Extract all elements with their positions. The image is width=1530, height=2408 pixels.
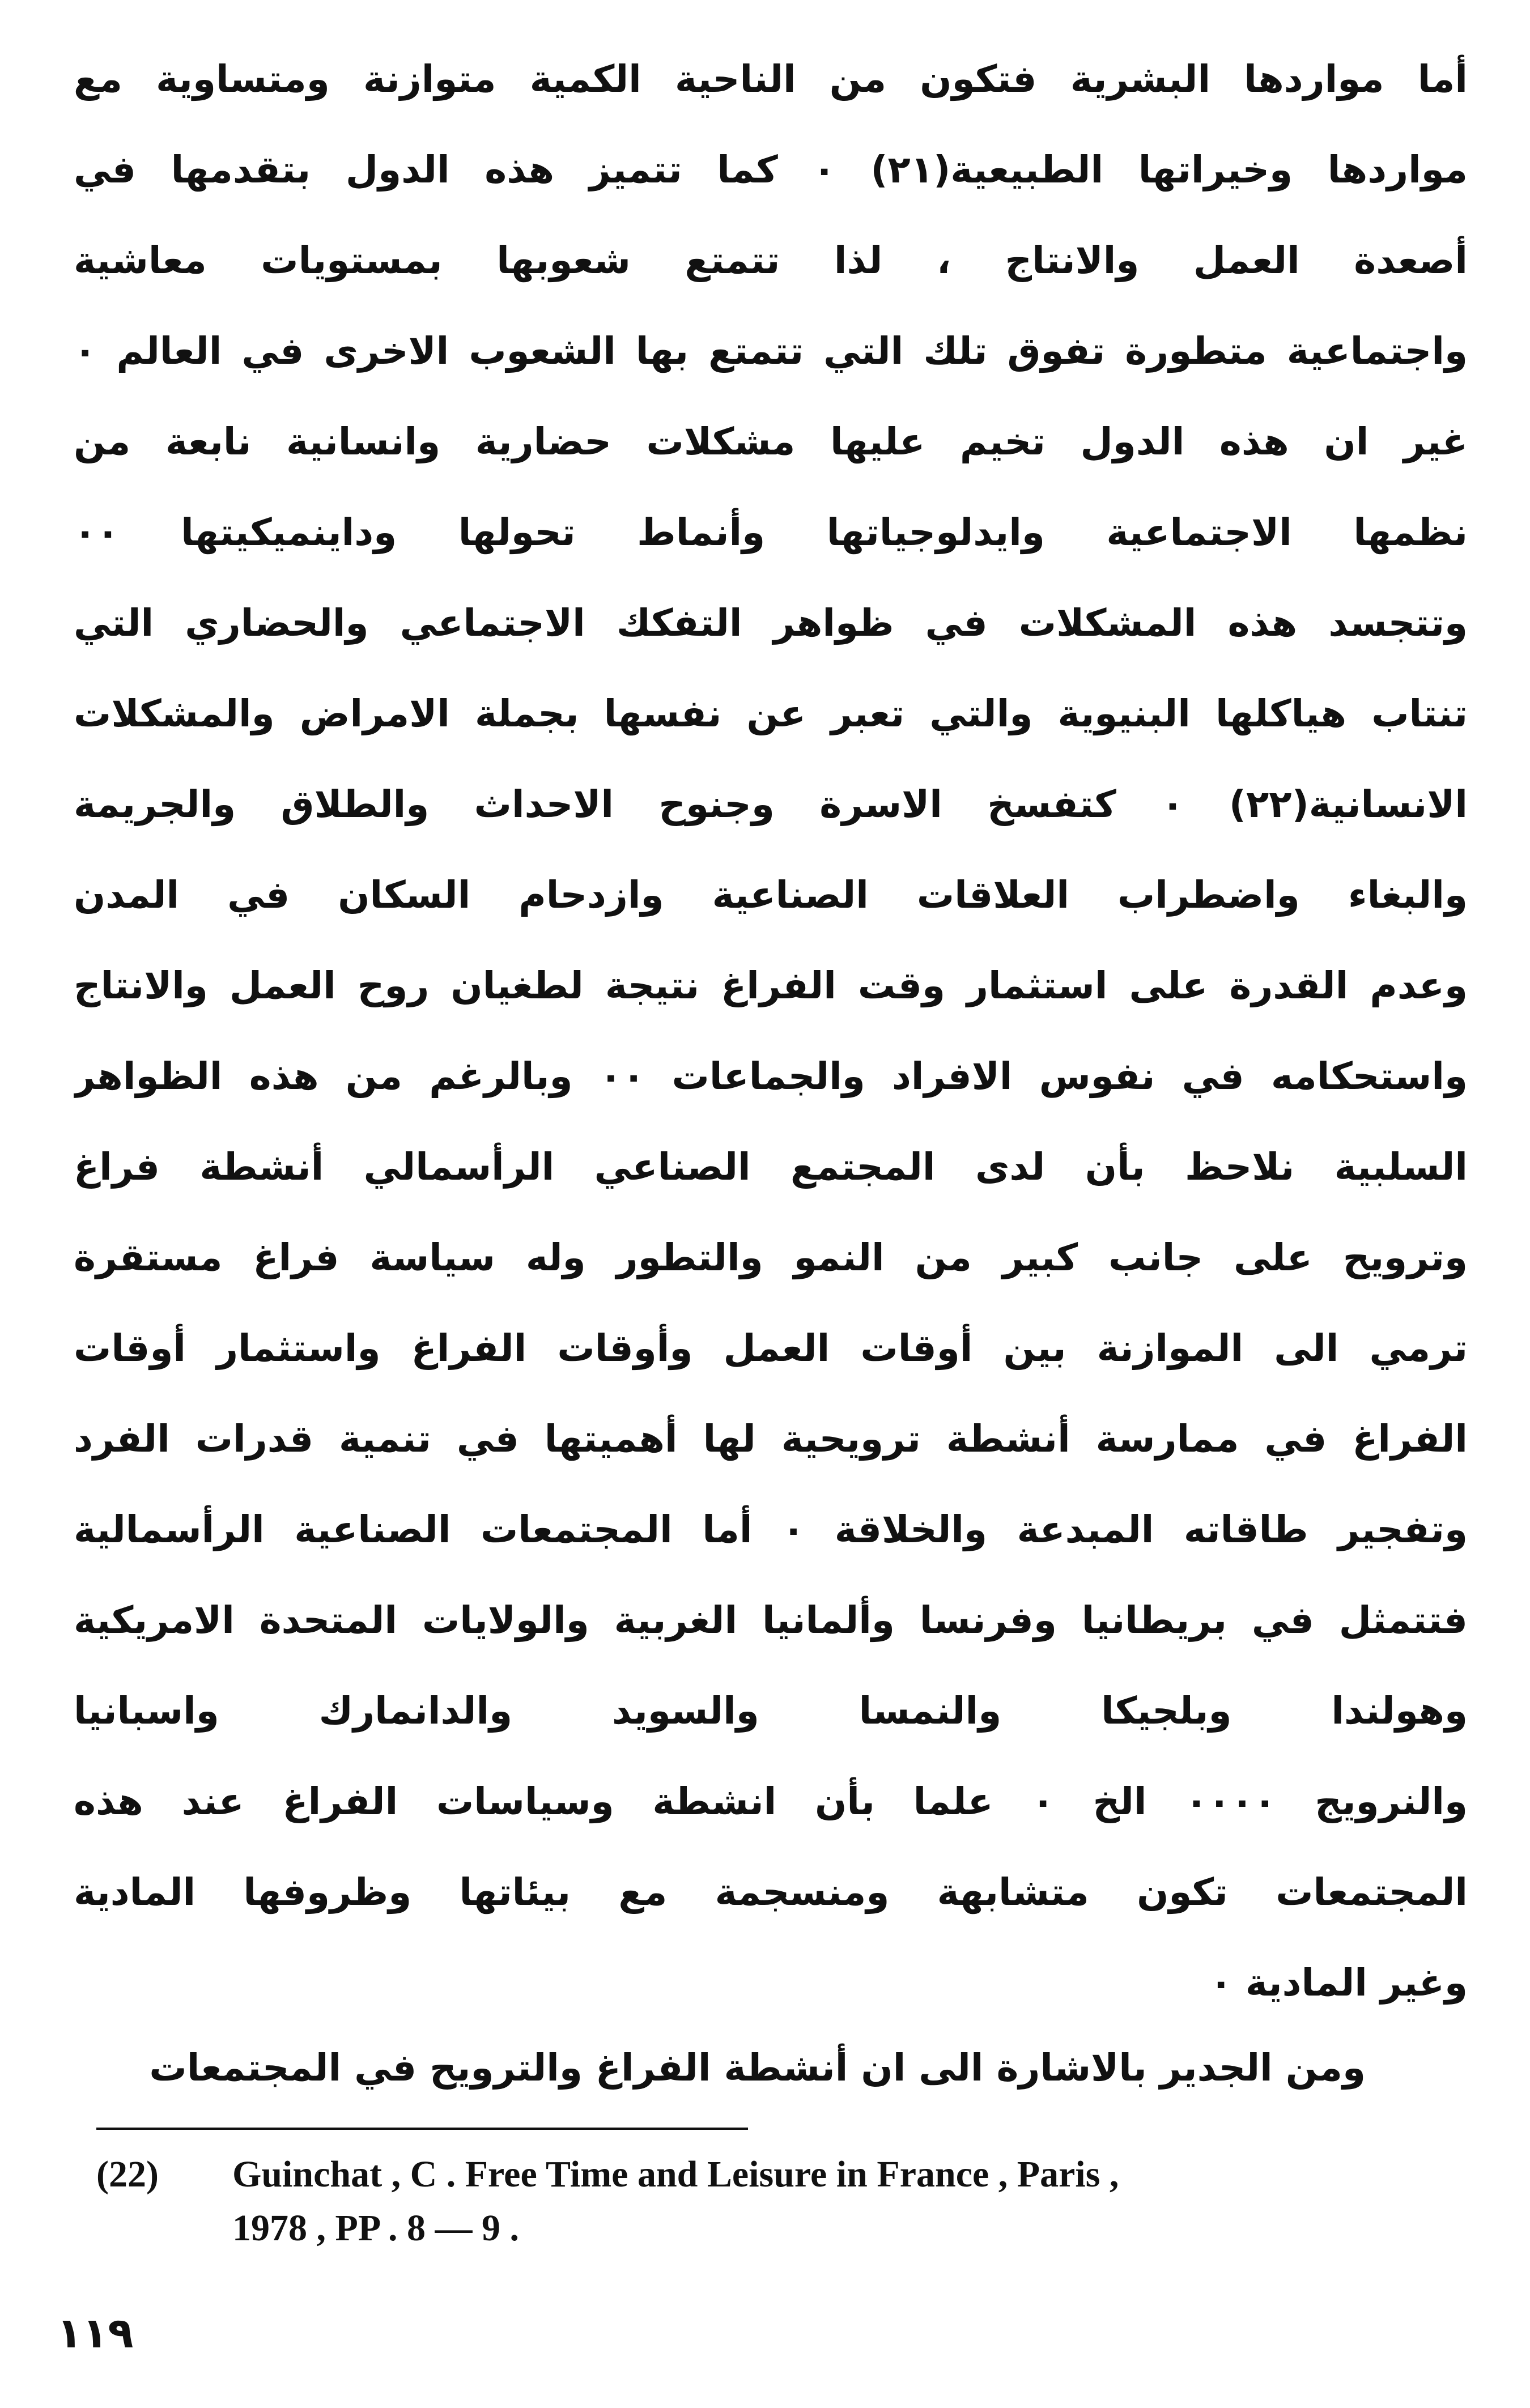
text-line: وهولندا وبلجيكا والنمسا والسويد والدانمارك واسبانيا bbox=[74, 1689, 1468, 1733]
text-line: مواردها وخيراتها الطبيعية(٢١) ٠ كما تتميز هذه الدول بتقدمها في bbox=[74, 148, 1468, 192]
text-line: والبغاء واضطراب العلاقات الصناعية وازدحام السكان في المدن bbox=[74, 873, 1468, 917]
text-line: ترمي الى الموازنة بين أوقات العمل وأوقات الفراغ واستثمار أوقات bbox=[74, 1326, 1468, 1370]
footnote bbox=[96, 2147, 1513, 2255]
paragraph-2: ومن الجدير بالاشارة الى ان أنشطة الفراغ والترويح في المجتمعات bbox=[149, 2046, 1366, 2090]
text-line: السلبية نلاحظ بأن لدى المجتمع الصناعي الرأسمالي أنشطة فراغ bbox=[74, 1145, 1468, 1189]
text-line: الفراغ في ممارسة أنشطة ترويحية لها أهميتها في تنمية قدرات الفرد bbox=[74, 1417, 1468, 1461]
text-line: غير ان هذه الدول تخيم عليها مشكلات حضارية وانسانية نابعة من bbox=[74, 420, 1468, 463]
text-line: وغير المادية ٠ bbox=[1209, 1961, 1468, 2005]
text-line: واستحكامه في نفوس الافراد والجماعات ٠٠ وبالرغم من هذه الظواهر bbox=[74, 1054, 1468, 1098]
text-line: أما مواردها البشرية فتكون من الناحية الكمية متوازنة ومتساوية مع bbox=[74, 57, 1468, 101]
text-line: الانسانية(٢٢) ٠ كتفسخ الاسرة وجنوح الاحداث والطلاق والجريمة bbox=[74, 782, 1468, 826]
text-line: والنرويج ٠٠٠٠ الخ ٠ علما بأن انشطة وسياسات الفراغ عند هذه bbox=[74, 1780, 1468, 1823]
text-line: تنتاب هياكلها البنيوية والتي تعبر عن نفسها بجملة الامراض والمشكلات bbox=[74, 692, 1468, 735]
text-line: أصعدة العمل والانتاج ، لذا تتمتع شعوبها بمستويات معاشية bbox=[74, 239, 1468, 282]
text-line: وتفجير طاقاته المبدعة والخلاقة ٠ أما المجتمعات الصناعية الرأسمالية bbox=[74, 1508, 1468, 1551]
text-line: نظمها الاجتماعية وايدلوجياتها وأنماط تحولها وداينميكيتها ٠٠ bbox=[74, 510, 1468, 554]
text-line: وعدم القدرة على استثمار وقت الفراغ نتيجة لطغيان روح العمل والانتاج bbox=[74, 964, 1468, 1007]
footnote-divider bbox=[96, 2128, 748, 2130]
footnote-line-2: 1978 , PP . 8 — 9 . bbox=[232, 2207, 519, 2249]
text-line: واجتماعية متطورة تفوق تلك التي تتمتع بها الشعوب الاخرى في العالم ٠ bbox=[74, 329, 1468, 373]
text-line: المجتمعات تكون متشابهة ومنسجمة مع بيئاتها وظروفها المادية bbox=[74, 1870, 1468, 1914]
text-line: فتتمثل في بريطانيا وفرنسا وألمانيا الغربية والولايات المتحدة الامريكية bbox=[74, 1598, 1468, 1642]
footnote-number: (22) bbox=[96, 2154, 159, 2195]
text-line: وترويح على جانب كبير من النمو والتطور وله سياسة فراغ مستقرة bbox=[74, 1236, 1468, 1279]
page-number: ١١٩ bbox=[57, 2309, 134, 2358]
paragraph-1 bbox=[74, 34, 1468, 2028]
footnote-text: Guinchat , C . Free Time and Leisure in France , Paris , bbox=[232, 2154, 1119, 2195]
footnote-line-1 bbox=[96, 2147, 1513, 2201]
text-line: وتتجسد هذه المشكلات في ظواهر التفكك الاجتماعي والحضاري التي bbox=[74, 601, 1468, 645]
